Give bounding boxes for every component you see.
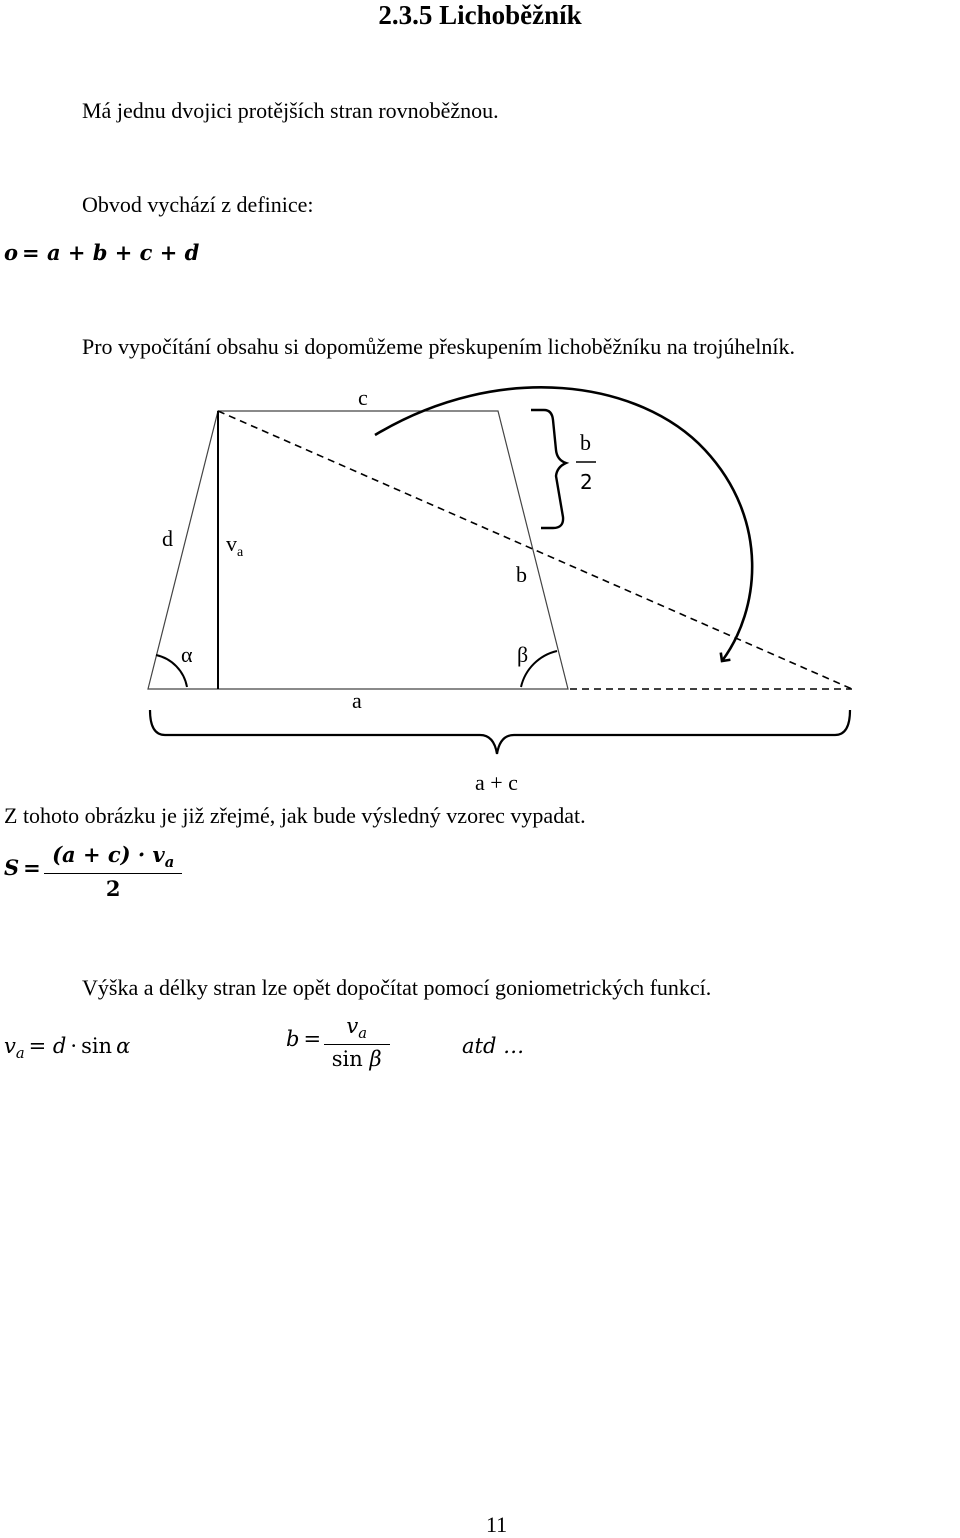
intro-text: Má jednu dvojici protějších stran rovnoběžnou.: [82, 98, 499, 123]
equals-sign: =: [23, 855, 49, 881]
dot-operator: ·: [70, 1034, 78, 1058]
page-title: 2.3.5 Lichoběžník: [378, 0, 582, 30]
area-numerator-sub: a: [164, 854, 175, 872]
side-formula: [286, 1014, 386, 1071]
side-formula-lhs: b: [286, 1027, 300, 1052]
etc-text: atd …: [462, 1034, 525, 1058]
label-b: b: [516, 562, 527, 587]
perimeter-lhs: o: [4, 240, 19, 265]
perimeter-lead: Obvod vychází z definice:: [82, 192, 314, 217]
height-formula-angle: α: [116, 1034, 131, 1058]
area-lhs: S: [4, 855, 20, 881]
diagonal-dashed-line: [218, 411, 852, 689]
trapezoid-shape: [148, 411, 568, 689]
area-fraction: [48, 842, 178, 901]
area-numerator: (a + c) · v: [52, 842, 165, 867]
height-formula-var: d: [52, 1034, 67, 1058]
page-number: 11: [486, 1512, 508, 1537]
area-lead: Pro vypočítání obsahu si dopomůžeme přeskupením lichoběžníku na trojúhelník.: [82, 334, 796, 359]
label-a: a: [352, 688, 362, 713]
area-denominator: 2: [44, 873, 182, 901]
label-beta: β: [517, 642, 529, 667]
trapezoid-diagram: [0, 370, 960, 802]
label-d: d: [162, 526, 173, 551]
half-side-brace: [531, 410, 566, 528]
perimeter-rhs: a + b + c + d: [46, 240, 200, 265]
side-formula-fraction: $\frac{v_a}{\text{sin β}}$: [328, 1014, 386, 1071]
label-alpha: α: [181, 642, 193, 667]
area-conclusion: Z tohoto obrázku je již zřejmé, jak bude výsledný vzorec vypadat.: [4, 803, 586, 828]
equals-sign: =: [22, 240, 47, 265]
base-sum-brace: [150, 710, 850, 754]
height-formula-lhs: $v_a$: [4, 1034, 25, 1063]
label-a-plus-c: a + c: [475, 770, 518, 795]
height-formula-func: sin: [81, 1034, 113, 1058]
label-va: $v_a$: [226, 531, 244, 560]
height-formula: [4, 1034, 130, 1062]
perimeter-formula: [4, 240, 199, 265]
label-c: c: [358, 385, 368, 410]
label-b-half-numerator: b: [580, 430, 591, 455]
equals-sign: =: [303, 1027, 328, 1052]
equals-sign: =: [28, 1034, 53, 1058]
goniometry-lead: Výška a délky stran lze opět dopočítat pomocí goniometrických funkcí.: [82, 975, 712, 1000]
area-formula: [4, 842, 178, 901]
label-b-half-denominator: 2: [580, 470, 593, 494]
